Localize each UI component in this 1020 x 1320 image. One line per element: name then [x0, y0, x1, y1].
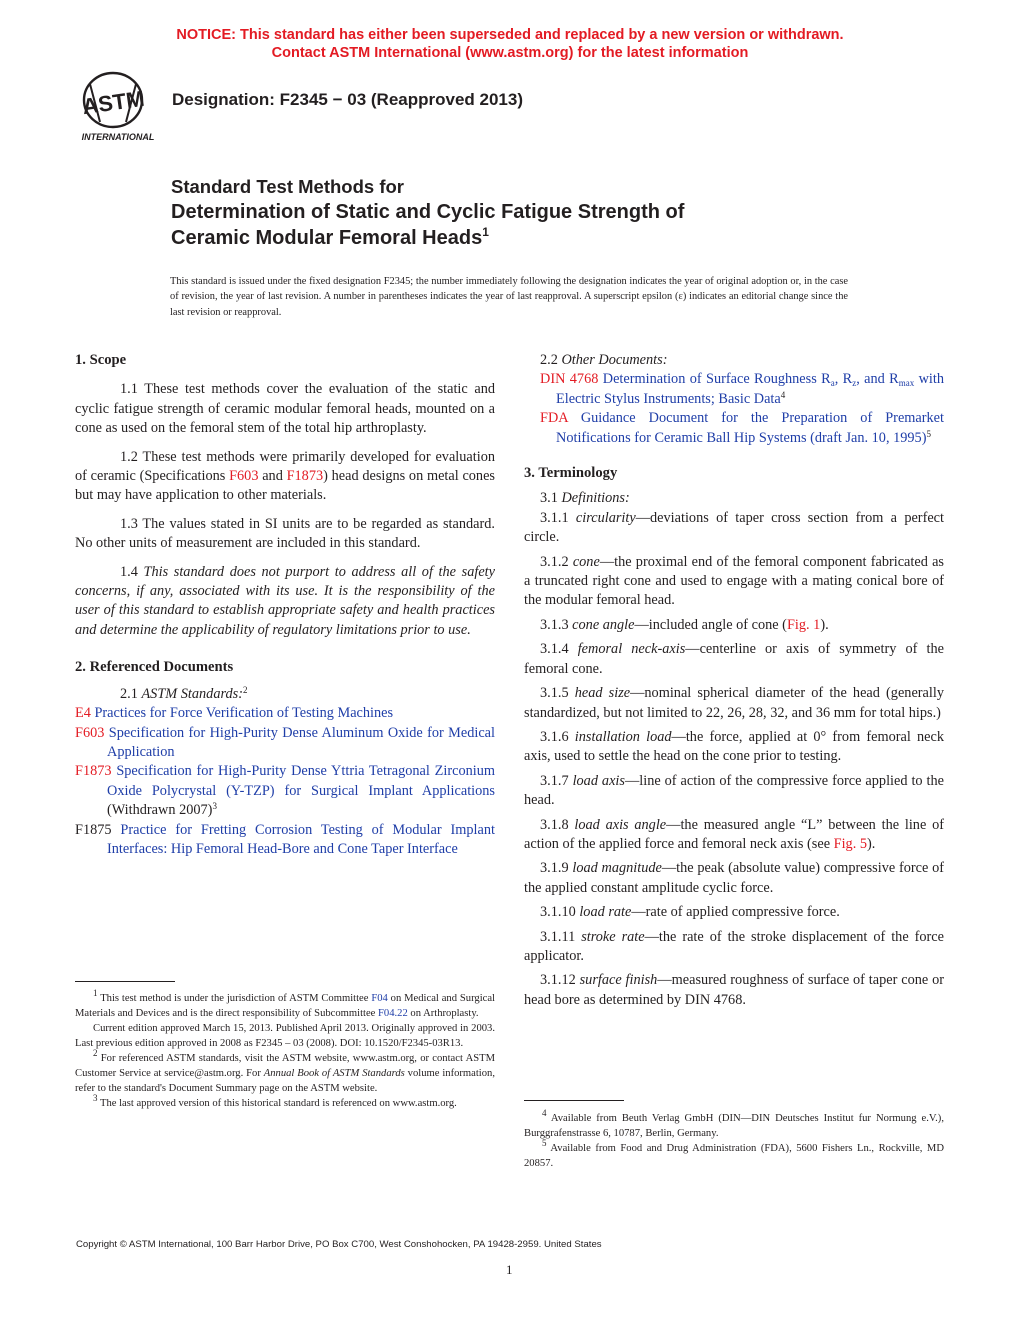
def-text: —the proximal end of the femoral component fabricated as a truncated right cone and used to engage with a mating conical bore of the modular femoral head. [524, 553, 944, 609]
left-footnotes [75, 988, 495, 1111]
section-1-3: 1.3 The values stated in SI units are to be regarded as standard. No other units of measurement are included in this standard. [75, 515, 495, 552]
definition [524, 509, 944, 548]
def-num: 3.1.4 [540, 641, 578, 658]
link-fig-1[interactable]: Fig. 1 [786, 616, 821, 633]
din-title-c: , and R [856, 371, 899, 388]
ref-title-link[interactable]: Practice for Fretting Corrosion Testing of Modular Implant Interfaces: Hip Femoral Head-Bore and Cone Taper Interface [107, 821, 495, 857]
section-1-4 [75, 563, 495, 641]
section-2-1-sup: 2 [243, 684, 248, 695]
ref-code[interactable]: F1873 [75, 763, 112, 780]
definition [524, 684, 944, 723]
footnote-1-text-a: This test method is under the jurisdiction of ASTM Committee [100, 993, 372, 1004]
def-after: ). [867, 835, 876, 852]
section-2-2-text: Other Documents: [561, 352, 668, 368]
definition [524, 616, 944, 635]
footnote-2-text-a: For referenced ASTM standards, visit the ASTM website, www.astm.org, or contact ASTM Customer Service at service@astm.org. For [75, 1053, 495, 1079]
footnote-4-text: Available from Beuth Verlag GmbH (DIN—DIN Deutsches Institut fur Normung e.V.), Burggrafenstrasse 6, 10787, Berlin, Germany. [524, 1113, 944, 1139]
ref-code: F1875 [75, 821, 112, 838]
section-3-1 [524, 489, 944, 508]
link-fig-5[interactable]: Fig. 5 [833, 835, 867, 852]
footnote-3-text: The last approved version of this historical standard is referenced on www.astm.org. [99, 1098, 457, 1109]
title-line-3-text: Ceramic Modular Femoral Heads [171, 227, 483, 249]
def-num: 3.1.3 [540, 616, 573, 633]
title-line-3 [171, 225, 684, 251]
def-term: load rate [579, 904, 632, 921]
def-term: load axis angle [574, 816, 667, 833]
def-num: 3.1.12 [540, 972, 580, 989]
link-f04-22[interactable]: F04.22 [378, 1008, 408, 1019]
din-sup: 4 [780, 389, 786, 400]
def-text: —centerline or axis of symmetry of the femoral cone. [524, 641, 944, 677]
link-f603[interactable]: F603 [229, 468, 259, 485]
scope-heading: 1. Scope [75, 352, 127, 368]
def-text: —measured roughness of surface of taper cone or head bore as determined by DIN 4768. [524, 972, 944, 1008]
ref-tail: (Withdrawn 2007) [107, 802, 213, 819]
ref-code[interactable]: DIN 4768 [540, 371, 599, 388]
def-text: —the peak (absolute value) compressive force of the applied constant amplitude cyclic force. [524, 860, 944, 896]
ref-din-4768 [524, 370, 944, 409]
definition [524, 971, 944, 1010]
definition [524, 553, 944, 611]
din-title-a: Determination of Surface Roughness R [598, 371, 831, 388]
page-number: 1 [506, 1262, 513, 1277]
din-title-b: , R [834, 371, 853, 388]
def-term: load axis [572, 772, 625, 789]
definition [524, 640, 944, 679]
footnote-3: $^3$ The last approved version of this historical standard is referenced on www.astm.org. [93, 1093, 457, 1109]
title-line-1: Standard Test Methods for [171, 176, 404, 197]
section-2-2-num: 2.2 [540, 352, 562, 368]
footnote-1: $^1$ This test method is under the jurisdiction of ASTM Committee F04 on Medical and Surgical Materials and Devices and is the direct responsibility of Subcommittee F04.22 on Arthroplasty. [75, 988, 495, 1019]
footnote-2-text-b: volume information, refer to the standard's Document Summary page on the ASTM website. [75, 1068, 495, 1094]
ref-title-link[interactable]: Guidance Document for the Preparation of Premarket Notifications for Ceramic Ball Hip Systems (draft Jan. 10, 1995) [556, 410, 944, 446]
fda-sup: 5 [926, 428, 931, 439]
link-f04[interactable]: F04 [371, 993, 388, 1004]
section-2-1-num: 2.1 [120, 685, 142, 702]
ref-e4 [75, 704, 495, 723]
def-text: —the force, applied at 0° from femoral neck axis, used to settle the head on the cone prior to testing. [524, 728, 945, 765]
ref-code[interactable]: E4 [75, 705, 91, 722]
section-1-2-and: and [258, 468, 287, 485]
ref-fda-guidance [524, 409, 944, 448]
definition [524, 903, 944, 922]
ref-f603 [75, 724, 495, 763]
def-num: 3.1.1 [540, 509, 576, 526]
terminology-heading: 3. Terminology [524, 465, 618, 482]
withdrawal-notice [0, 26, 1020, 62]
right-column [524, 351, 944, 1015]
notice-line-1: NOTICE: This standard has either been superseded and replaced by a new version or withdrawn. [176, 27, 844, 43]
def-num: 3.1.5 [540, 685, 575, 702]
def-text: —line of action of the compressive force applied to the head. [524, 772, 944, 809]
logo-letters: ASTM [80, 85, 146, 120]
def-term: head size [574, 685, 631, 702]
title-footnote-mark: 1 [482, 225, 489, 239]
def-term: femoral neck-axis [577, 641, 686, 658]
section-2-1-text: ASTM Standards: [141, 685, 243, 702]
ref-sup: 3 [212, 801, 217, 812]
definition [524, 859, 944, 898]
def-num: 3.1.2 [540, 553, 573, 570]
footnote-5-text: Available from Food and Drug Administration (FDA), 5600 Fishers Ln., Rockville, MD 20857. [524, 1143, 944, 1169]
def-text: —included angle of cone ( [634, 616, 787, 633]
section-3-1-num: 3.1 [540, 490, 562, 507]
definition [524, 728, 944, 767]
section-1-2 [75, 448, 495, 506]
section-2-2 [524, 351, 944, 370]
section-1-4-text: This standard does not purport to address all of the safety concerns, if any, associated with its use. It is the responsibility of the user of this standard to establish appropriate safety and health practices and determine the applicability of regulatory limitations prior to use. [75, 563, 495, 638]
definition [524, 772, 944, 811]
footnote-4: $^4$ Available from Beuth Verlag GmbH (DIN—DIN Deutsches Institut fur Normung e.V.), Burggrafenstrasse 6, 10787, Berlin, Germany. [524, 1108, 944, 1139]
right-footnotes [524, 1108, 944, 1171]
section-2-1 [75, 685, 495, 704]
document-title [171, 175, 684, 251]
def-term: installation load [574, 728, 672, 745]
notice-line-2: Contact ASTM International (www.astm.org) for the latest information [271, 45, 749, 61]
def-num: 3.1.9 [540, 860, 573, 877]
footnote-rule-right [524, 1100, 624, 1101]
din-sub-max: max [898, 378, 915, 389]
designation: Designation: F2345 − 03 (Reapproved 2013) [172, 90, 523, 109]
footnote-5: $^5$ Available from Food and Drug Administration (FDA), 5600 Fishers Ln., Rockville, MD 20857. [524, 1138, 944, 1169]
def-num: 3.1.6 [540, 728, 575, 745]
def-text: —deviations of taper cross section from a perfect circle. [524, 509, 944, 546]
din-sub-z: z [852, 378, 857, 389]
def-num: 3.1.8 [540, 816, 575, 833]
ref-title-link[interactable] [556, 371, 944, 406]
def-text: —rate of applied compressive force. [631, 904, 840, 921]
def-text: —the rate of the stroke displacement of the force applicator. [524, 928, 944, 964]
def-term: stroke rate [581, 928, 645, 945]
def-term: cone [572, 553, 600, 570]
ref-code[interactable]: FDA [540, 410, 568, 427]
title-line-2: Determination of Static and Cyclic Fatigue Strength of [171, 201, 685, 223]
issuance-note: This standard is issued under the fixed designation F2345; the number immediately following the designation indicates the year of original adoption or, in the case of revision, the year of last revision. A number in parentheses indicates the year of last reapproval. A superscript epsilon (ε) indicates an editorial change since the last revision or reapproval. [170, 276, 848, 318]
section-3-1-text: Definitions: [561, 490, 630, 507]
def-num: 3.1.11 [540, 928, 582, 945]
footnote-1-text-c: on Arthroplasty. [407, 1008, 479, 1019]
footnote-1-text-b: on Medical and Surgical Materials and Devices and is the direct responsibility of Subcommittee [75, 993, 495, 1019]
link-f1873[interactable]: F1873 [286, 468, 324, 485]
footnote-1-edition: Current edition approved March 15, 2013. Published April 2013. Originally approved in 2003. Last previous edition approved in 2008 as F2345 – 03 (2008). DOI: 10.1520/F2345-03R13. [75, 1023, 495, 1049]
copyright-footer: Copyright © ASTM International, 100 Barr Harbor Drive, PO Box C700, West Conshohocken, PA 19428-2959. United States [76, 1239, 602, 1250]
astm-logo [70, 70, 166, 144]
ref-f1875 [75, 821, 495, 860]
ref-title-link[interactable]: Practices for Force Verification of Testing Machines [90, 705, 394, 722]
left-column [75, 351, 495, 859]
din-sub-a: a [830, 378, 835, 389]
def-num: 3.1.10 [540, 904, 580, 921]
def-text: —nominal spherical diameter of the head (generally standardized, but not limited to 22, 26, 28, 32, and 36 mm for total hips.) [524, 685, 944, 721]
section-1-2-text-b: ) head designs on metal cones but may have application to other materials. [75, 468, 495, 504]
def-term: load magnitude [572, 860, 662, 877]
ref-title-link[interactable]: Specification for High-Purity Dense Aluminum Oxide for Medical Application [104, 724, 495, 760]
definition [524, 816, 944, 855]
footnote-rule-left [75, 981, 175, 982]
footnote-2-italic: Annual Book of ASTM Standards [263, 1068, 405, 1079]
footnote-2: $^2$ For referenced ASTM standards, visit the ASTM website, www.astm.org, or contact ASTM Customer Service at service@astm.org. For Annual Book of ASTM Standards volume information, refer to the standard's Document Summary page on the ASTM website. [75, 1048, 495, 1094]
ref-code[interactable]: F603 [75, 724, 105, 741]
def-after: ). [820, 616, 829, 633]
section-1-4-num: 1.4 [120, 563, 144, 580]
def-term: surface finish [579, 972, 658, 989]
def-term: cone angle [572, 616, 635, 633]
def-num: 3.1.7 [540, 772, 573, 789]
referenced-documents-heading: 2. Referenced Documents [75, 659, 234, 676]
def-text: —the measured angle “L” between the line of action of the applied force and femoral neck axis (see [524, 816, 944, 852]
definition [524, 928, 944, 967]
logo-label: INTERNATIONAL [81, 132, 155, 142]
def-term: circularity [575, 509, 636, 526]
section-1-1: 1.1 These test methods cover the evaluation of the static and cyclic fatigue strength of ceramic modular femoral heads, mounted on a cone as used on the femoral stem of the total hip arthroplasty. [75, 381, 495, 437]
ref-f1873 [75, 762, 495, 820]
section-1-2-text-a: 1.2 These test methods were primarily developed for evaluation of ceramic (Specifications [75, 448, 495, 485]
ref-title-link[interactable]: Specification for High-Purity Dense Yttria Tetragonal Zirconium Oxide Polycrystal (Y-TZP) for Surgical Implant Applications [107, 763, 495, 799]
din-title-d: with Electric Stylus Instruments; Basic Data [556, 371, 944, 407]
